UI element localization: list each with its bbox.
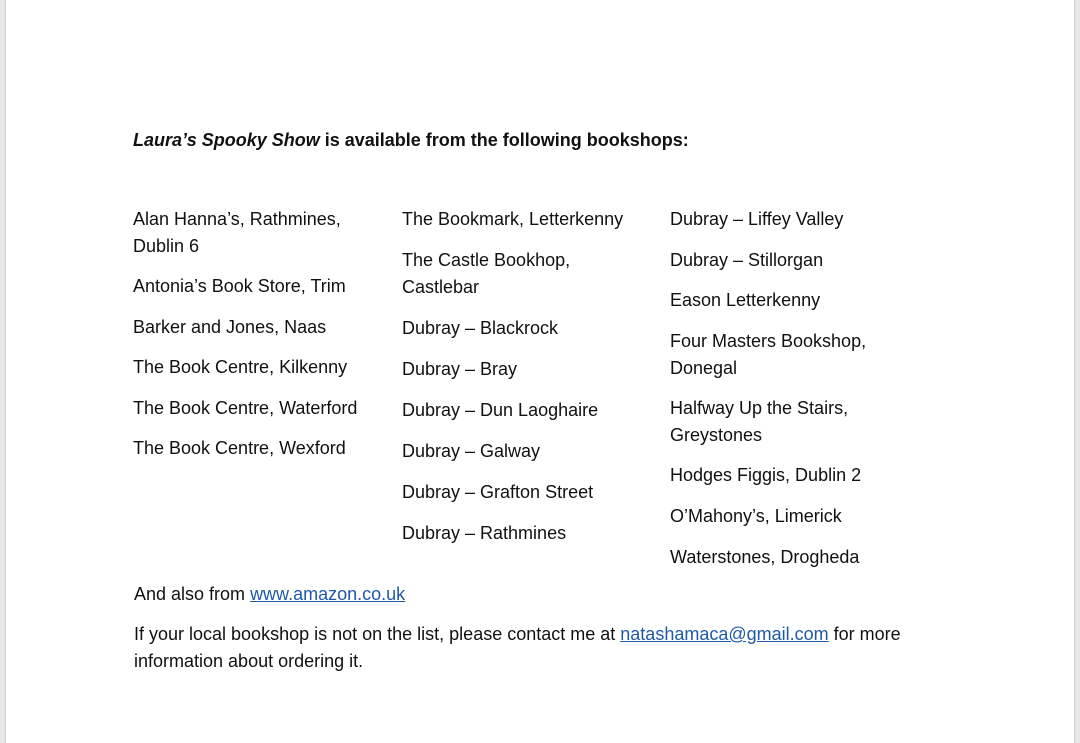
email-link[interactable]: natashamaca@gmail.com — [620, 624, 829, 644]
bookshop-item: The Bookmark, Letterkenny — [402, 209, 624, 229]
bookshop-item: The Book Centre, Kilkenny — [133, 357, 348, 377]
contact-paragraph — [134, 621, 934, 675]
bookshop-item: Dubray – Grafton Street — [402, 481, 594, 502]
heading-text: is available from the following bookshops: — [319, 130, 689, 150]
bookshop-item: The Castle Bookhop, Castlebar — [402, 250, 571, 297]
bookshop-item: Dubray – Bray — [402, 358, 518, 379]
bookshop-item: Waterstones, Drogheda — [670, 546, 860, 567]
bookshop-item: Barker and Jones, Naas — [133, 316, 327, 337]
document-page — [5, 0, 1075, 743]
bookshop-item: Hodges Figgis, Dublin 2 — [670, 465, 862, 486]
bookshop-item: Antonia’s Book Store, Trim — [133, 276, 346, 296]
bookshop-item: Dubray – Rathmines — [402, 522, 567, 543]
bookshop-item: O’Mahony’s, Limerick — [670, 506, 842, 527]
also-available-line — [134, 581, 405, 607]
contact-suffix: for more information about ordering it. — [134, 624, 901, 671]
bookshop-item: Dubray – Liffey Valley — [670, 209, 844, 229]
bookshop-item: Dubray – Galway — [402, 440, 541, 461]
bookshop-column-3 — [670, 206, 930, 585]
bookshop-column-1 — [133, 206, 373, 476]
bookshop-item: Four Masters Bookshop, Donegal — [670, 331, 867, 378]
bookshop-item: Halfway Up the Stairs, Greystones — [670, 398, 849, 445]
bookshop-item: Dubray – Blackrock — [402, 317, 559, 338]
also-text: And also from — [134, 584, 251, 604]
book-title: Laura’s Spooky Show — [133, 130, 320, 150]
contact-text: If your local bookshop is not on the list, please contact me at — [134, 624, 621, 644]
bookshop-item: The Book Centre, Wexford — [133, 438, 346, 458]
bookshop-item: The Book Centre, Waterford — [133, 397, 358, 418]
bookshop-item: Eason Letterkenny — [670, 290, 821, 311]
bookshop-column-2 — [402, 206, 652, 561]
bookshop-item: Alan Hanna’s, Rathmines, Dublin 6 — [133, 209, 341, 256]
bookshop-item: Dubray – Dun Laoghaire — [402, 399, 599, 420]
page-heading — [133, 128, 689, 152]
bookshop-item: Dubray – Stillorgan — [670, 249, 824, 270]
amazon-link[interactable]: www.amazon.co.uk — [250, 584, 406, 604]
